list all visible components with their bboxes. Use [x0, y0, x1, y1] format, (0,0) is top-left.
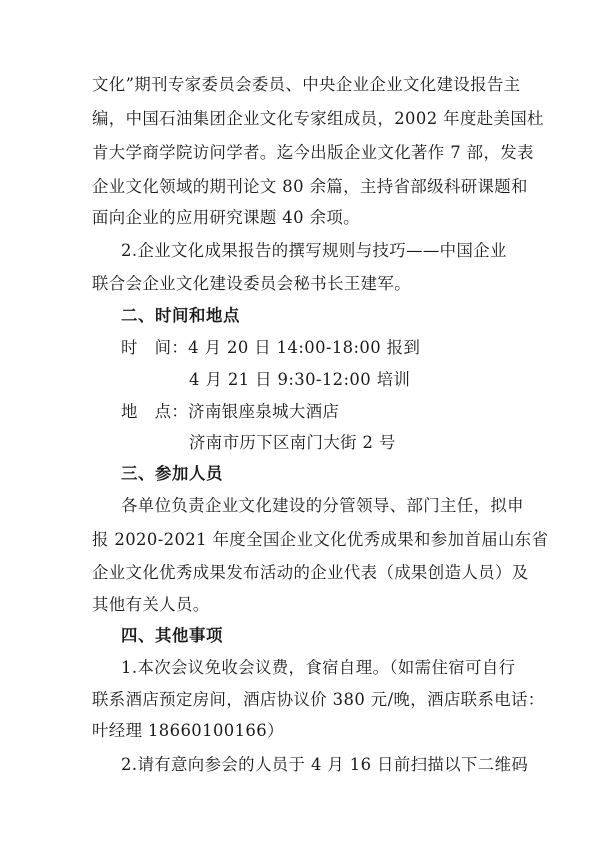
list-item-line: 2.企业文化成果报告的撰写规则与技巧——中国企业 — [121, 241, 507, 260]
paragraph-line: 企业文化领域的期刊论文 80 余篇，主持省部级科研课题和 — [92, 177, 528, 196]
paragraph-line: 联系酒店预定房间，酒店协议价 380 元/晚，酒店联系电话： — [92, 690, 545, 709]
paragraph-line: 其他有关人员。 — [92, 595, 210, 614]
schedule-line: 时 间：4 月 20 日 14:00-18:00 报到 — [121, 338, 421, 357]
section-heading: 四、其他事项 — [121, 626, 223, 645]
schedule-line: 4 月 21 日 9:30-12:00 培训 — [189, 370, 411, 389]
list-item-line: 2.请有意向参会的人员于 4 月 16 日前扫描以下二维码 — [121, 755, 529, 774]
location-line: 地 点：济南银座泉城大酒店 — [121, 402, 340, 421]
location-line: 济南市历下区南门大街 2 号 — [189, 433, 396, 452]
paragraph-line: 叶经理 18660100166） — [92, 721, 284, 740]
paragraph-line: 编，中国石油集团企业文化专家组成员，2002 年度赴美国杜 — [92, 109, 544, 128]
paragraph-line: 各单位负责企业文化建设的分管领导、部门主任，拟申 — [121, 496, 524, 515]
list-item-line: 联合会企业文化建设委员会秘书长王建军。 — [92, 274, 412, 293]
paragraph-line: 文化”期刊专家委员会委员、中央企业企业文化建设报告主 — [92, 75, 521, 94]
section-heading: 三、参加人员 — [121, 464, 223, 483]
paragraph-line: 面向企业的应用研究课题 40 余项。 — [92, 208, 360, 227]
paragraph-line: 报 2020-2021 年度全国企业文化优秀成果和参加首届山东省 — [92, 530, 549, 549]
list-item-line: 1.本次会议免收会议费，食宿自理。（如需住宿可自行 — [121, 658, 516, 677]
section-heading: 二、时间和地点 — [121, 306, 240, 325]
paragraph-line: 企业文化优秀成果发布活动的企业代表（成果创造人员）及 — [92, 563, 529, 582]
paragraph-line: 肯大学商学院访问学者。迄今出版企业文化著作 7 部，发表 — [92, 143, 534, 162]
